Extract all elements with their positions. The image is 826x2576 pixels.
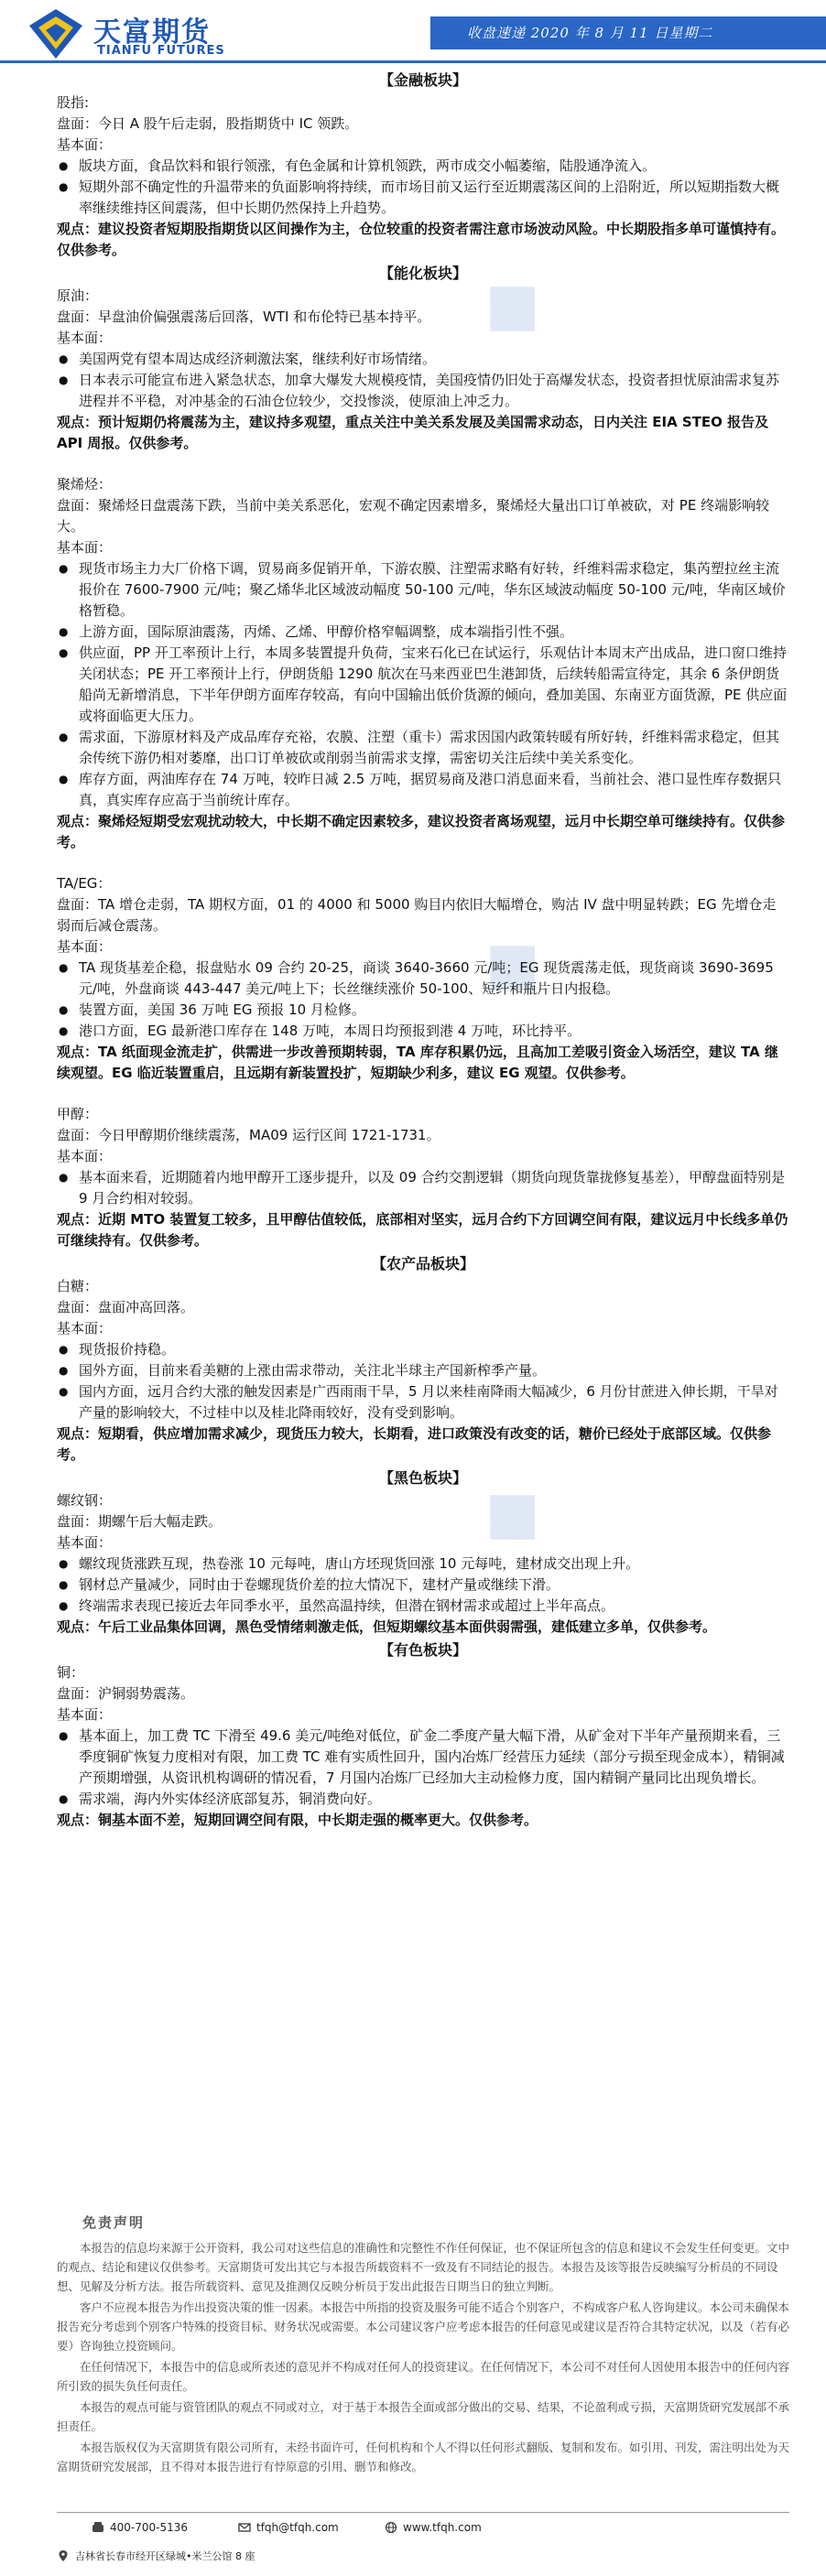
watermark-logo-icon: ◆ — [451, 247, 565, 362]
view-text: 午后工业品集体回调，黑色受情绪刺激走低，但短期螺纹基本面供弱需强，建低建立多单，仅供参考。 — [98, 1618, 717, 1635]
fundamentals-label: 基本面： — [57, 136, 113, 153]
disclaimer — [57, 2213, 789, 2478]
view-paragraph — [57, 1617, 789, 1638]
item-name: 聚烯烃： — [57, 476, 113, 492]
footer-website[interactable] — [385, 2521, 482, 2534]
fundamentals-label: 基本面： — [57, 938, 113, 955]
company-logo — [27, 7, 339, 60]
item-name: 甲醇： — [57, 1106, 99, 1122]
item-name: 股指: — [57, 94, 90, 111]
section-title-finance: 【金融板块】 — [378, 71, 467, 89]
disclaimer-paragraph: 本报告的信息均来源于公开资料，我公司对这些信息的准确性和完整性不作任何保证，也不保证所包含的信息和建议不会发生任何变更。文中的观点、结论和建议仅供参考。天富期货可发出其它与本报告所载资料不一致及有不同结论的报告。本报告及该等报告反映编写分析员的不同设想、见解及分析方法。报告所载资料、意见及推测仅反映分析员于发出此报告日期当日的独立判断。 — [57, 2241, 790, 2293]
phone-number: 400-700-5136 — [110, 2521, 189, 2534]
view-paragraph — [57, 219, 789, 261]
address-text: 吉林省长春市经开区绿城•米兰公馆 8 座 — [75, 2550, 255, 2562]
view-text: 预计短期仍将震荡为主，建议持多观望，重点关注中美关系发展及美国需求动态，日内关注 EIA STEO 报告及 API 周报。仅供参考。 — [57, 414, 769, 451]
view-label: 观点： — [57, 1425, 99, 1442]
item-name: 原油： — [57, 287, 99, 304]
list-item: ● 现货报价持稳。 — [57, 1339, 789, 1360]
watermark-logo-icon: ◆ — [451, 906, 565, 1021]
list-item: ● 国内方面，远月合约大涨的触发因素是广西雨雨干旱，5 月以来桂南降雨大幅减少，6 月份甘蔗进入伸长期，干旱对产量的影响较大，不过桂中以及桂北降雨较好，没有受到影响。 — [57, 1381, 789, 1423]
location-pin-icon — [57, 2549, 70, 2562]
section-title-ferrous: 【黑色板块】 — [378, 1469, 467, 1487]
view-label: 观点： — [57, 1211, 99, 1228]
pan-mian: 盘面：盘面冲高回落。 — [57, 1299, 195, 1315]
item-name: 螺纹钢： — [57, 1492, 113, 1509]
fundamentals-list — [57, 558, 789, 811]
list-item: ● 库存方面，两油库存在 74 万吨，较昨日减 2.5 万吨，据贸易商及港口消息面来看，当前社会、港口显性库存数据只真，真实库存应高于当前统计库存。 — [57, 769, 789, 811]
fundamentals-list — [57, 1726, 789, 1810]
list-item: ● 基本面来看，近期随着内地甲醇开工逐步提升，以及 09 合约交割逻辑（期货向现货靠拢修复基差），甲醇盘面特别是 9 月合约相对较弱。 — [57, 1167, 789, 1209]
logo-chinese-name: 天富期货 — [93, 16, 211, 49]
view-text: TA 纸面现金流走扩，供需进一步改善预期转弱，TA 库存积累仍远，且高加工差吸引资金入场活空，建议 TA 继续观望。EG 临近装置重启，且远期有新装置投扩，短期缺少利多，建议 EG 观望。仅供参考。 — [57, 1044, 778, 1081]
pan-mian: 盘面：今日甲醇期价继续震荡，MA09 运行区间 1721-1731。 — [57, 1127, 440, 1143]
view-paragraph — [57, 1423, 789, 1466]
list-item: ● 基本面上，加工费 TC 下滑至 49.6 美元/吨绝对低位，矿金二季度产量大幅下滑，从矿金对下半年产量预期来看，三季度铜矿恢复力度相对有限，加工费 TC 难有实质性回升，国内冶炼厂经营压力延续（部分亏损至现金成本），精铜减产预期增强，从资讯机构调研的情况看，7 月国内冶炼厂已经加大主动检修力度，国内精铜产量同比出现负增长。 — [57, 1726, 789, 1789]
footer-phone — [92, 2521, 188, 2534]
report-content — [57, 68, 789, 1831]
pan-mian: 盘面：TA 增仓走弱，TA 期权方面，01 的 4000 和 5000 购目内依旧大幅增仓，购沽 IV 盘中明显转跌；EG 先增仓走弱而后减仓震荡。 — [57, 896, 777, 934]
footer-divider — [57, 2512, 789, 2513]
view-label: 观点： — [57, 813, 99, 829]
disclaimer-paragraph: 本报告的观点可能与资管团队的观点不同或对立，对于基于本报告全面或部分做出的交易、结果，不论盈利或亏损，天富期货研究发展部不承担责任。 — [57, 2400, 790, 2433]
pan-mian: 盘面：期螺午后大幅走跌。 — [57, 1513, 223, 1530]
footer-email[interactable] — [238, 2521, 339, 2534]
list-item: ● 钢材总产量减少，同时由于卷螺现货价差的拉大情况下，建材产量或继续下滑。 — [57, 1575, 789, 1596]
list-item: ● 装置方面，美国 36 万吨 EG 预报 10 月检修。 — [57, 1000, 789, 1021]
fundamentals-label: 基本面： — [57, 539, 113, 556]
list-item: ● 供应面，PP 开工率预计上行，本周多装置提升负荷，宝来石化已在试运行，乐观估计本周末产出成品，进口窗口维持关闭状态；PE 开工率预计上行，伊朗货船 1290 航次在马来西亚巴生港卸货，后续转船需宣待定，其余 6 条伊朗货船尚无新增消息，下半年伊朗方面库存较高，有向中国输出低价货源的倾向，叠加美国、东南亚方面货源，PE 供应面或将面临更大压力。 — [57, 643, 789, 727]
page-header — [0, 0, 826, 66]
list-item: ● 日本表示可能宣布进入紧急状态，加拿大爆发大规模疫情，美国疫情仍旧处于高爆发状态，投资者担忧原油需求复苏进程并不平稳，对冲基金的石油仓位较少，交投惨淡，使原油上冲乏力。 — [57, 370, 789, 412]
disclaimer-paragraph: 客户不应视本报告为作出投资决策的惟一因素。本报告中所指的投资及服务可能不适合个别客户，不构成客户私人咨询建议。本公司未确保本报告充分考虑到个别客户特殊的投资目标、财务状况或需要。本公司建议客户应考虑本报告的任何意见或建议是否符合其特定状况，以及（若有必要）咨询独立投资顾问。 — [57, 2300, 790, 2353]
section-title-energy: 【能化板块】 — [378, 265, 467, 282]
view-text: 铜基本面不差，短期回调空间有限，中长期走强的概率更大。仅供参考。 — [98, 1812, 538, 1828]
list-item: ● 上游方面，国际原油震荡，丙烯、乙烯、甲醇价格窄幅调整，成本端指引性不强。 — [57, 622, 789, 643]
disclaimer-paragraph: 本报告版权仅为天富期货有限公司所有，未经书面许可，任何机构和个人不得以任何形式翻版、复制和发布。如引用、刊发，需注明出处为天富期货研究发展部，且不得对本报告进行有悖原意的引用、删节和修改。 — [57, 2441, 790, 2473]
view-paragraph — [57, 811, 789, 853]
fundamentals-list — [57, 958, 789, 1042]
view-paragraph — [57, 1209, 789, 1251]
disclaimer-paragraph: 在任何情况下，本报告中的信息或所表述的意见并不构成对任何人的投资建议。在任何情况下，本公司不对任何人因使用本报告中的任何内容所引致的损失负任何责任。 — [57, 2360, 790, 2393]
disclaimer-title: 免责声明 — [82, 2214, 146, 2231]
item-name: TA/EG： — [57, 875, 112, 892]
view-label: 观点： — [57, 221, 99, 237]
fundamentals-list — [57, 1167, 789, 1209]
list-item: ● 短期外部不确定性的升温带来的负面影响将持续，而市场目前又运行至近期震荡区间的上沿附近，所以短期指数大概率继续维持区间震荡，但中长期仍然保持上升趋势。 — [57, 177, 789, 219]
list-item: ● 需求端，海内外实体经济底部复苏，铜消费向好。 — [57, 1789, 789, 1810]
pan-mian: 盘面：今日 A 股午后走弱，股指期货中 IC 领跌。 — [57, 115, 359, 132]
watermark-logo-icon: ◆ — [451, 1456, 565, 1570]
view-label: 观点： — [57, 1044, 99, 1060]
view-paragraph — [57, 1042, 789, 1084]
tianfu-logo-icon — [27, 7, 84, 60]
list-item: ● 现货市场主力大厂价格下调，贸易商多促销开单，下游农膜、注塑需求略有好转，纤维料需求稳定，集芮塑拉丝主流报价在 7600-7900 元/吨；聚乙烯华北区域波动幅度 50-100 元/吨，华东区域波动幅度 50-100 元/吨，华南区域价格暂稳。 — [57, 558, 789, 622]
section-title-nonferrous: 【有色板块】 — [378, 1641, 467, 1659]
list-item: ● 美国两党有望本周达成经济刺激法案，继续利好市场情绪。 — [57, 349, 789, 370]
fundamentals-list — [57, 1553, 789, 1617]
list-item: ● 版块方面，食品饮料和银行领涨，有色金属和计算机领跌，两市成交小幅萎缩，陆股通净流入。 — [57, 156, 789, 177]
view-label: 观点： — [57, 1618, 99, 1635]
view-paragraph — [57, 1810, 789, 1831]
header-divider — [0, 60, 826, 63]
logo-english-name: TIANFU FUTURES — [97, 44, 225, 58]
view-text: 建议投资者短期股指期货以区间操作为主，仓位较重的投资者需注意市场波动风险。中长期股指多单可谨慎持有。仅供参考。 — [57, 221, 786, 258]
fundamentals-list — [57, 156, 789, 219]
view-label: 观点： — [57, 1812, 99, 1828]
fundamentals-label: 基本面： — [57, 1320, 113, 1337]
list-item: ● TA 现货基差企稳，报盘贴水 09 合约 20-25，商谈 3640-3660 元/吨；EG 现货震荡走低，现货商谈 3690-3695 元/吨，外盘商谈 443-447 美元/吨上下；长丝继续涨价 50-100、短纤和瓶片日内报稳。 — [57, 958, 789, 1000]
fundamentals-list — [57, 1339, 789, 1423]
website-url[interactable]: www.tfqh.com — [403, 2521, 482, 2534]
view-text: 近期 MTO 装置复工较多，且甲醇估值较低，底部相对坚实，远月合约下方回调空间有限，建议远月中长线多单仍可继续持有。仅供参考。 — [57, 1211, 788, 1249]
list-item: ● 螺纹现货涨跌互现，热卷涨 10 元每吨，唐山方坯现货回涨 10 元每吨，建材成交出现上升。 — [57, 1553, 789, 1575]
pan-mian: 盘面：沪铜弱势震荡。 — [57, 1685, 195, 1702]
phone-icon — [92, 2521, 104, 2534]
item-name: 铜： — [57, 1664, 85, 1681]
fundamentals-list — [57, 349, 789, 412]
report-title-band: 收盘速递 2020 年 8 月 11 日星期二 — [430, 16, 826, 49]
view-text: 短期看，供应增加需求减少，现货压力较大，长期看，进口政策没有改变的话，糖价已经处于底部区域。仅供参考。 — [57, 1425, 772, 1463]
pan-mian: 盘面：早盘油价偏强震荡后回落，WTI 和布伦特已基本持平。 — [57, 308, 431, 325]
pan-mian: 盘面：聚烯烃日盘震荡下跌，当前中美关系恶化，宏观不确定因素增多，聚烯烃大量出口订单被砍，对 PE 终端影响较大。 — [57, 497, 770, 535]
fundamentals-label: 基本面： — [57, 1534, 113, 1551]
list-item: ● 国外方面，目前来看美糖的上涨由需求带动，关注北半球主产国新榨季产量。 — [57, 1360, 789, 1381]
view-text: 聚烯烃短期受宏观扰动较大，中长期不确定因素较多，建议投资者离场观望，远月中长期空单可继续持有。仅供参考。 — [57, 813, 786, 850]
list-item: ● 需求面，下游原材料及产成品库存充裕，农膜、注塑（重卡）需求因国内政策转暖有所好转，纤维料需求稳定，但其余传统下游仍相对萎靡，出口订单被砍或削弱当前需求支撑，需密切关注后续中美关系变化。 — [57, 727, 789, 769]
email-icon — [238, 2521, 251, 2534]
list-item: ● 港口方面，EG 最新港口库存在 148 万吨，本周日均预报到港 4 万吨，环比持平。 — [57, 1021, 789, 1042]
page-footer — [0, 2512, 826, 2576]
list-item: ● 终端需求表现已接近去年同季水平，虽然高温持续，但潜在钢材需求或超过上半年高点。 — [57, 1596, 789, 1617]
fundamentals-label: 基本面： — [57, 330, 113, 346]
fundamentals-label: 基本面： — [57, 1148, 113, 1164]
email-address[interactable]: tfqh@tfqh.com — [256, 2521, 339, 2534]
view-paragraph — [57, 412, 789, 454]
footer-address — [57, 2549, 255, 2563]
section-title-agri: 【农产品板块】 — [371, 1255, 474, 1272]
view-label: 观点： — [57, 414, 99, 430]
globe-icon — [385, 2521, 397, 2534]
item-name: 白糖： — [57, 1278, 99, 1294]
fundamentals-label: 基本面： — [57, 1706, 113, 1723]
